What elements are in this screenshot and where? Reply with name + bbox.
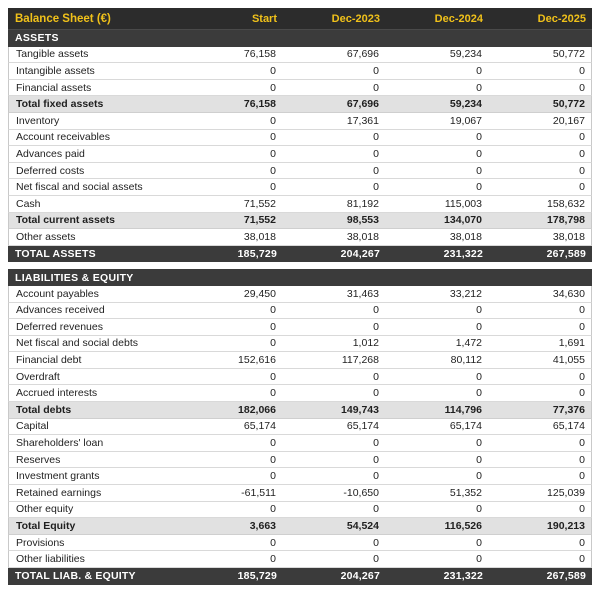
row-label: Investment grants [16,470,100,483]
table-row [8,96,592,113]
row-label: Total Equity [16,520,76,533]
row-label: TOTAL ASSETS [15,248,96,261]
cell-value: 0 [579,387,585,400]
cell-value: 0 [579,304,585,317]
cell-value: 81,192 [346,197,379,210]
row-label: Advances paid [16,147,85,160]
cell-value: 0 [579,370,585,383]
cell-value: 0 [270,181,276,194]
cell-value: 0 [476,164,482,177]
cell-value: 29,450 [243,287,276,300]
row-label: Cash [16,197,41,210]
cell-value: 65,174 [449,420,482,433]
cell-value: 0 [579,181,585,194]
section-spacer [8,262,592,269]
table-row [8,452,592,469]
column-header-start: Start [251,12,277,25]
cell-value: 0 [373,81,379,94]
cell-value: 0 [270,437,276,450]
cell-value: 0 [476,470,482,483]
cell-value: 0 [476,387,482,400]
cell-value: 204,267 [340,570,380,583]
cell-value: 116,526 [444,520,482,533]
cell-value: 0 [476,553,482,566]
cell-value: 0 [373,164,379,177]
cell-value: 0 [579,131,585,144]
row-label: Overdraft [16,370,60,383]
cell-value: 0 [373,470,379,483]
table-row [8,336,592,353]
table-row [8,385,592,402]
table-row [8,485,592,502]
table-row [8,319,592,336]
cell-value: 0 [373,64,379,77]
cell-value: 50,772 [552,98,585,111]
cell-value: 71,552 [243,214,276,227]
row-label: Capital [16,420,49,433]
table-row [8,303,592,320]
cell-value: 0 [270,503,276,516]
cell-value: 0 [373,181,379,194]
cell-value: 0 [373,387,379,400]
cell-value: 0 [373,147,379,160]
cell-value: 0 [476,437,482,450]
cell-value: 0 [373,437,379,450]
column-header-dec-2023: Dec-2023 [331,12,380,25]
cell-value: 0 [373,503,379,516]
cell-value: 31,463 [346,287,379,300]
table-row [8,568,592,585]
cell-value: 0 [373,370,379,383]
section-header-label: ASSETS [15,32,59,45]
cell-value: 20,167 [552,114,585,127]
table-row [8,213,592,230]
cell-value: 0 [476,370,482,383]
table-row [8,352,592,369]
row-label: Financial assets [16,81,92,94]
balance-sheet-table [8,8,592,585]
cell-value: 152,616 [238,354,276,367]
cell-value: 51,352 [449,486,482,499]
cell-value: 0 [270,337,276,350]
cell-value: 182,066 [238,403,276,416]
row-label: Financial debt [16,354,82,367]
cell-value: 185,729 [237,248,277,261]
cell-value: 38,018 [346,230,379,243]
table-row [8,80,592,97]
cell-value: 231,322 [443,570,483,583]
cell-value: -61,511 [241,486,276,499]
cell-value: 71,552 [243,197,276,210]
row-label: Reserves [16,453,61,466]
cell-value: 0 [579,320,585,333]
cell-value: 149,743 [341,403,379,416]
cell-value: 0 [270,320,276,333]
cell-value: 67,696 [346,98,379,111]
cell-value: 38,018 [449,230,482,243]
cell-value: 0 [270,387,276,400]
cell-value: 0 [579,453,585,466]
cell-value: 0 [579,164,585,177]
row-label: Total current assets [16,214,116,227]
cell-value: 0 [579,503,585,516]
cell-value: 0 [373,320,379,333]
cell-value: 0 [579,64,585,77]
cell-value: 0 [476,503,482,516]
cell-value: 0 [270,304,276,317]
table-body [8,30,592,585]
cell-value: 59,234 [449,48,482,61]
row-label: Deferred revenues [16,320,103,333]
cell-value: 98,553 [346,214,379,227]
row-label: Provisions [16,536,65,549]
cell-value: 0 [270,553,276,566]
cell-value: 0 [373,553,379,566]
table-row [8,163,592,180]
cell-value: 190,213 [547,520,585,533]
table-row [8,229,592,246]
cell-value: 3,663 [249,520,276,533]
section-header [8,269,592,286]
cell-value: 38,018 [552,230,585,243]
table-row [8,196,592,213]
cell-value: 50,772 [552,48,585,61]
row-label: Account payables [16,287,99,300]
cell-value: -10,650 [343,486,379,499]
row-label: Deferred costs [16,164,85,177]
row-label: Advances received [16,304,105,317]
row-label: TOTAL LIAB. & EQUITY [15,570,136,583]
cell-value: 0 [476,320,482,333]
cell-value: 59,234 [449,98,482,111]
column-header-dec-2025: Dec-2025 [537,12,586,25]
cell-value: 0 [579,536,585,549]
table-row [8,63,592,80]
row-label: Shareholders' loan [16,437,104,450]
cell-value: 0 [270,453,276,466]
cell-value: 76,158 [243,98,276,111]
row-label: Other liabilities [16,553,85,566]
cell-value: 0 [579,553,585,566]
cell-value: 34,630 [552,287,585,300]
table-row [8,146,592,163]
cell-value: 204,267 [340,248,380,261]
cell-value: 0 [476,64,482,77]
cell-value: 1,691 [558,337,585,350]
cell-value: 0 [270,164,276,177]
table-row [8,551,592,568]
table-row [8,113,592,130]
cell-value: 185,729 [237,570,277,583]
cell-value: 231,322 [443,248,483,261]
cell-value: 0 [579,81,585,94]
cell-value: 17,361 [346,114,379,127]
cell-value: 125,039 [547,486,585,499]
table-row [8,419,592,436]
cell-value: 0 [476,147,482,160]
cell-value: 1,012 [352,337,379,350]
cell-value: 0 [270,536,276,549]
cell-value: 54,524 [346,520,379,533]
row-label: Account receivables [16,131,110,144]
cell-value: 267,589 [546,248,586,261]
table-row [8,435,592,452]
table-row [8,518,592,535]
cell-value: 0 [579,437,585,450]
cell-value: 0 [476,453,482,466]
table-row [8,286,592,303]
cell-value: 65,174 [346,420,379,433]
cell-value: 38,018 [243,230,276,243]
cell-value: 0 [373,536,379,549]
table-row [8,369,592,386]
cell-value: 65,174 [243,420,276,433]
table-title: Balance Sheet (€) [15,12,111,25]
cell-value: 267,589 [546,570,586,583]
cell-value: 158,632 [547,197,585,210]
table-row [8,130,592,147]
cell-value: 117,268 [341,354,379,367]
cell-value: 41,055 [552,354,585,367]
row-label: Net fiscal and social debts [16,337,138,350]
cell-value: 0 [270,64,276,77]
cell-value: 178,798 [547,214,585,227]
row-label: Net fiscal and social assets [16,181,143,194]
cell-value: 65,174 [552,420,585,433]
table-row [8,179,592,196]
column-header-dec-2024: Dec-2024 [434,12,483,25]
table-row [8,47,592,64]
cell-value: 0 [579,470,585,483]
cell-value: 134,070 [444,214,482,227]
cell-value: 77,376 [552,403,585,416]
cell-value: 0 [476,131,482,144]
cell-value: 0 [270,114,276,127]
row-label: Inventory [16,114,60,127]
cell-value: 80,112 [450,354,482,367]
table-row [8,502,592,519]
row-label: Total fixed assets [16,98,104,111]
cell-value: 67,696 [346,48,379,61]
cell-value: 76,158 [243,48,276,61]
row-label: Total debts [16,403,72,416]
cell-value: 19,067 [449,114,482,127]
table-header-row [8,8,592,30]
cell-value: 0 [373,131,379,144]
cell-value: 0 [476,536,482,549]
cell-value: 0 [373,453,379,466]
cell-value: 1,472 [455,337,482,350]
cell-value: 115,003 [444,197,482,210]
cell-value: 0 [579,147,585,160]
cell-value: 0 [270,147,276,160]
row-label: Intangible assets [16,64,95,77]
row-label: Other equity [16,503,74,516]
table-row [8,535,592,552]
row-label: Tangible assets [16,48,89,61]
row-label: Accrued interests [16,387,98,400]
table-row [8,468,592,485]
cell-value: 0 [270,131,276,144]
row-label: Other assets [16,230,76,243]
cell-value: 33,212 [449,287,482,300]
cell-value: 0 [476,181,482,194]
section-header [8,30,592,47]
table-row [8,246,592,263]
table-row [8,402,592,419]
cell-value: 0 [270,81,276,94]
cell-value: 0 [476,304,482,317]
cell-value: 0 [270,370,276,383]
cell-value: 0 [373,304,379,317]
cell-value: 0 [476,81,482,94]
cell-value: 0 [270,470,276,483]
row-label: Retained earnings [16,486,102,499]
section-header-label: LIABILITIES & EQUITY [15,271,134,284]
cell-value: 114,796 [444,403,482,416]
